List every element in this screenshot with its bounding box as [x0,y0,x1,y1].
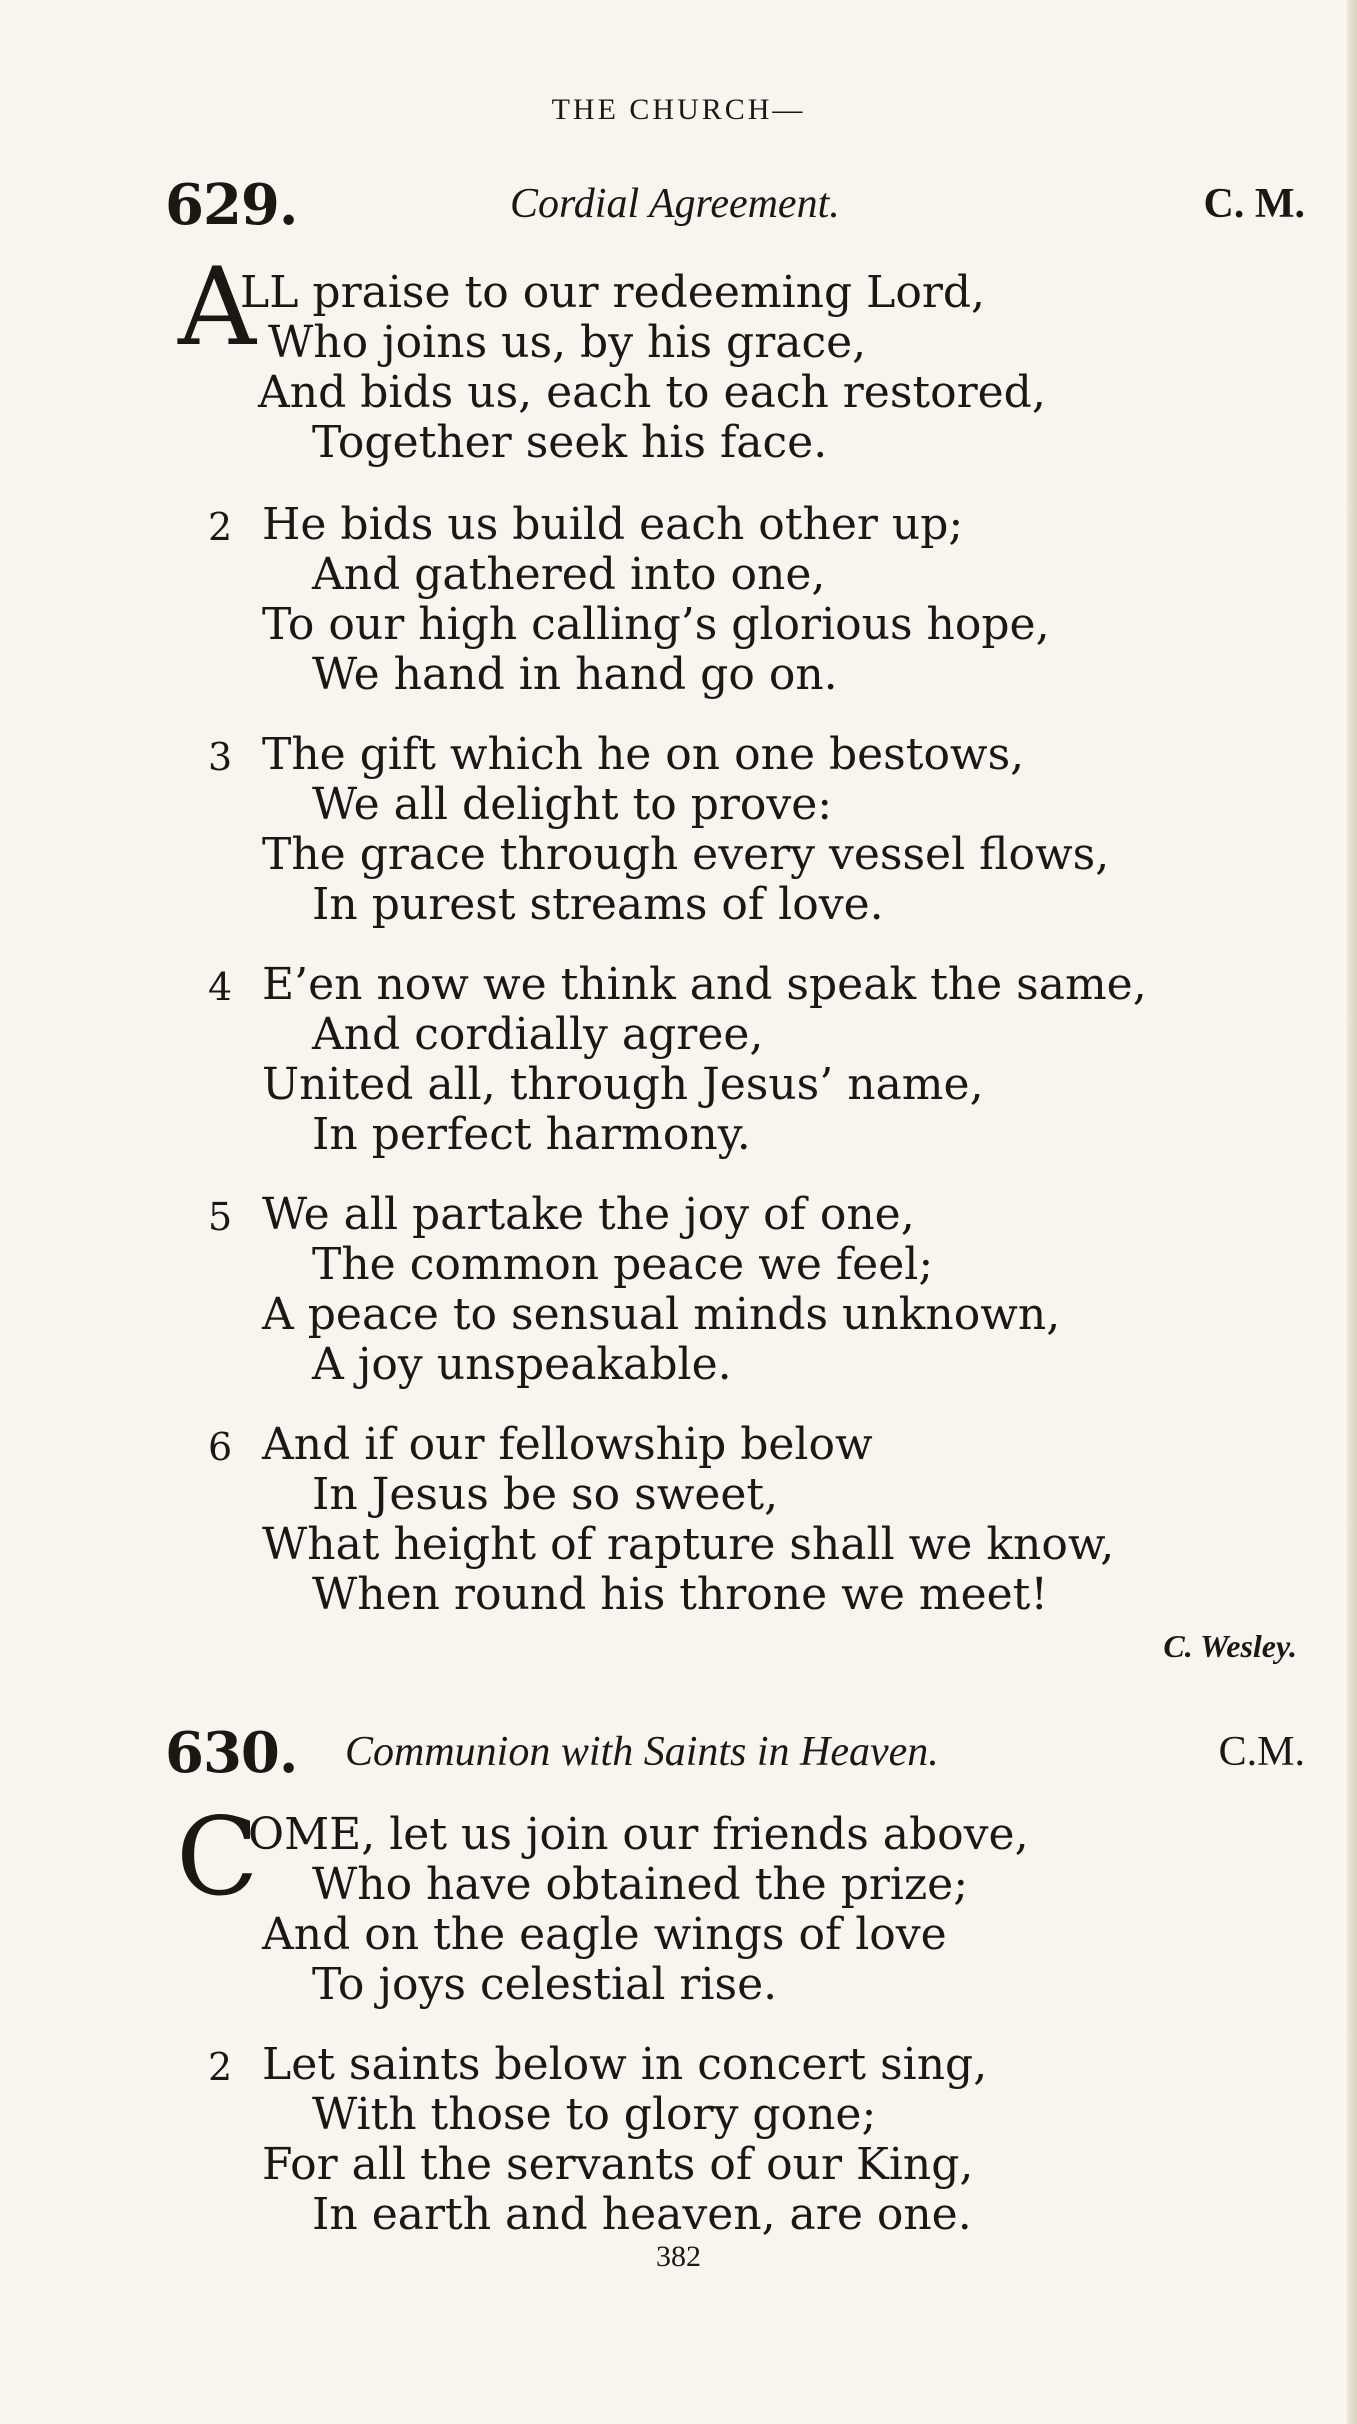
verse-line: A joy unspeakable. [312,1339,732,1390]
hymn-number: 630. [165,1720,298,1786]
hymn-629-header [165,172,1305,242]
verse-line: Let saints below in concert sing, [262,2039,988,2090]
drop-cap: C [176,1795,259,1920]
verse-line: Who have obtained the prize; [312,1859,969,1910]
verse-line: The gift which he on one bestows, [262,729,1025,780]
verse-line: And cordially agree, [312,1009,764,1060]
page-edge [1347,0,1357,2424]
verse-line: To joys celestial rise. [312,1959,778,2010]
verse-line: The common peace we feel; [312,1239,934,1290]
verse-line: The grace through every vessel flows, [262,829,1110,880]
page-number: 382 [656,2240,701,2273]
verse-line: In perfect harmony. [312,1109,751,1160]
verse-line: LL praise to our redeeming Lord, [240,267,986,318]
verse-line: When round his throne we meet! [312,1569,1049,1620]
verse-line: To our high calling’s glorious hope, [262,599,1050,650]
verse-line: He bids us build each other up; [262,499,964,550]
verse-line: We hand in hand go on. [312,649,838,700]
verse-line: OME, let us join our friends above, [248,1809,1029,1860]
hymn-meter: C. M. [1203,181,1305,227]
running-head: THE CHURCH— [551,93,806,126]
verse-line: And if our fellowship below [262,1419,873,1470]
verse-number: 2 [208,2045,233,2089]
hymn-number: 629. [165,172,298,238]
hymn-meter: C.M. [1218,1729,1305,1775]
hymn-630-header [165,1720,1305,1790]
verse-line: And on the eagle wings of love [262,1909,947,1960]
verse-number: 3 [208,735,233,779]
author-attribution: C. Wesley. [1163,1628,1297,1664]
verse-number: 6 [208,1425,233,1469]
verse-line: In purest streams of love. [312,879,884,930]
verse-number: 2 [208,505,233,549]
verse-number: 4 [208,965,233,1009]
verse-line: And gathered into one, [312,549,826,600]
hymn-title: Cordial Agreement. [510,181,840,227]
verse-line: Who joins us, by his grace, [268,317,867,368]
drop-cap: A [178,245,256,370]
verse-line: We all delight to prove: [312,779,833,830]
verse-line: E’en now we think and speak the same, [262,959,1147,1010]
verse-line: And bids us, each to each restored, [258,367,1046,418]
verse-line: In Jesus be so sweet, [312,1469,779,1520]
verse-line: A peace to sensual minds unknown, [262,1289,1061,1340]
verse-line: Together seek his face. [312,417,828,468]
verse-number: 5 [208,1195,233,1239]
verse-line: We all partake the joy of one, [262,1189,915,1240]
verse-line: In earth and heaven, are one. [312,2189,972,2240]
verse-line: With those to glory gone; [312,2089,877,2140]
verse-line: What height of rapture shall we know, [262,1519,1115,1570]
verse-line: United all, through Jesus’ name, [262,1059,984,1110]
hymn-title: Communion with Saints in Heaven. [345,1729,939,1775]
verse-line: For all the servants of our King, [262,2139,974,2190]
